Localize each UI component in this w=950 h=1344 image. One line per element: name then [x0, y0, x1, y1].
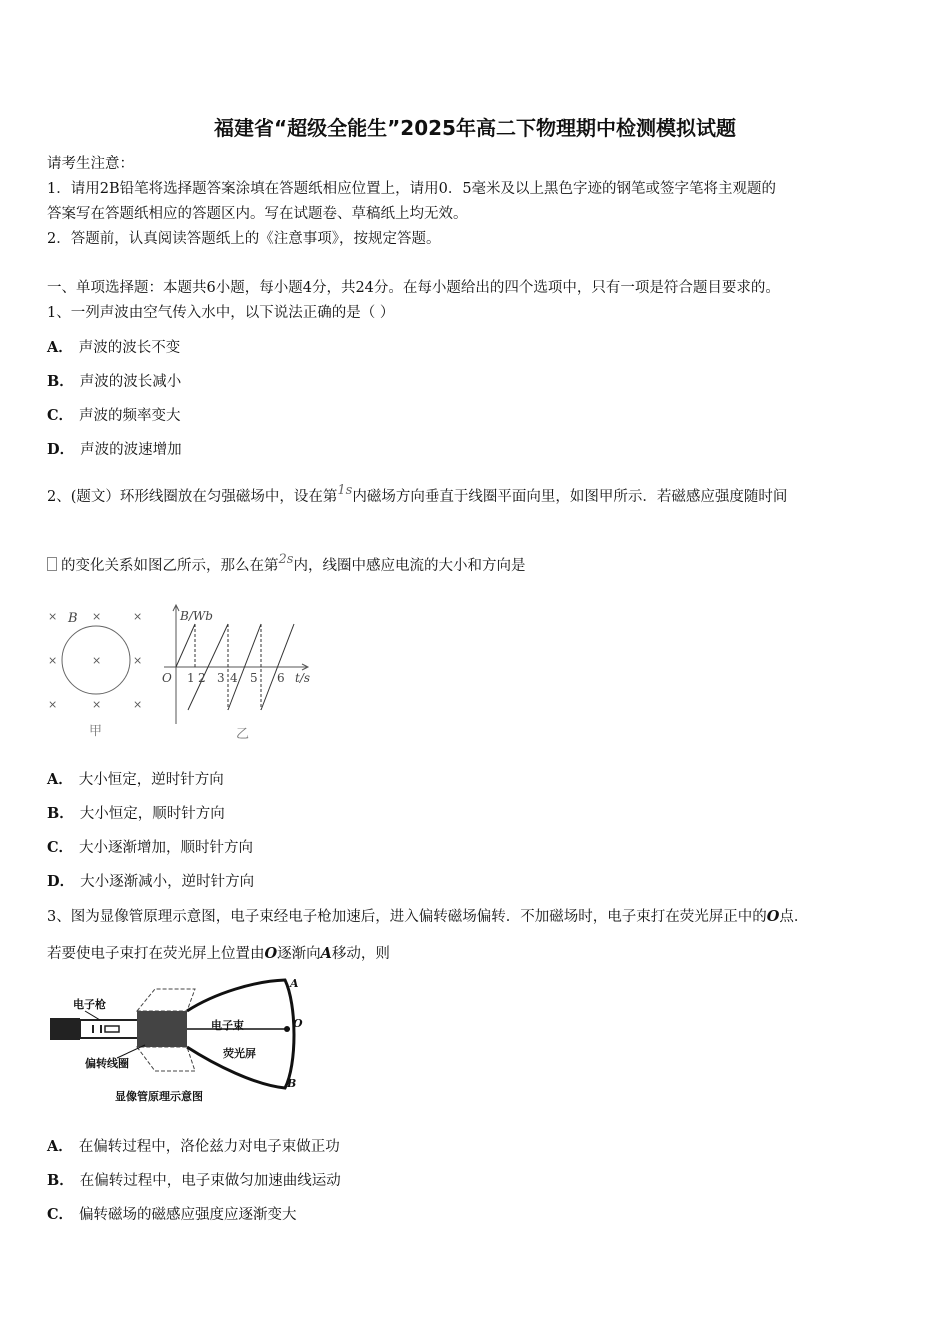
field-cross: ×	[48, 610, 58, 623]
option-text: 大小逐渐增加，顺时针方向	[79, 840, 254, 856]
option-text: 声波的波长不变	[78, 340, 181, 356]
option-letter: D．	[47, 873, 75, 890]
q3-option-c	[47, 1203, 297, 1224]
q1-stem: 1、一列声波由空气传入水中，以下说法正确的是（ ）	[47, 305, 395, 321]
section-heading: 一、单项选择题：本题共6小题，每小题4分，共24分。在每小题给出的四个选项中，只有一项是符合题目要求的。	[47, 280, 780, 296]
option-letter: A．	[47, 339, 73, 356]
field-cross: ×	[92, 610, 102, 623]
notice-item-2: 2．答题前，认真阅读答题纸上的《注意事项》，按规定答题。	[47, 231, 441, 247]
q3-figure	[45, 975, 315, 1110]
q2-stem-part: 的变化关系如图乙所示，那么在第	[61, 558, 279, 574]
point-a: A	[320, 945, 332, 962]
option-text: 声波的波长减小	[79, 374, 182, 390]
q2-option-a	[47, 768, 224, 789]
q3-stem-part: 逐渐向	[277, 946, 321, 962]
q3-stem-part: 若要使电子束打在荧光屏上位置由	[47, 946, 265, 962]
q3-stem-part: 点．	[779, 909, 809, 925]
coil-outline	[137, 1047, 195, 1071]
option-text: 大小逐渐减小，逆时针方向	[80, 874, 255, 890]
q2-stem-part: 内，线圈中感应电流的大小和方向是	[293, 558, 526, 574]
y-axis-label: B/Wb	[180, 609, 213, 623]
option-text: 声波的频率变大	[79, 408, 181, 424]
tick-label: 5	[250, 671, 258, 685]
q1-option-b	[47, 370, 181, 391]
point-o-dot	[284, 1026, 290, 1032]
point-o: O	[766, 908, 780, 925]
option-text: 声波的波速增加	[80, 442, 182, 458]
tube-bulb	[187, 980, 297, 1090]
point-o: O	[264, 945, 278, 962]
field-cross: ×	[48, 654, 58, 667]
field-cross: ×	[133, 698, 143, 711]
label-b: B	[68, 611, 78, 626]
q2-option-b	[47, 802, 225, 823]
option-letter: D．	[47, 441, 75, 458]
option-letter: C．	[47, 839, 74, 856]
missing-glyph-icon	[47, 557, 57, 571]
coil-outline	[137, 989, 195, 1011]
gun-tube	[80, 1020, 138, 1038]
label-b: B	[287, 1077, 297, 1090]
q3-stem-part: 移动，则	[331, 946, 390, 962]
option-letter: A．	[47, 771, 73, 788]
tick-label: 1	[187, 671, 195, 685]
q2-stem-line1	[47, 485, 787, 506]
deflection-coil	[137, 1011, 187, 1047]
gun-body	[50, 1018, 80, 1040]
field-cross: ×	[133, 610, 143, 623]
label-a: A	[290, 977, 299, 990]
label-beam: 电子束	[211, 1019, 244, 1032]
q3-stem-line1	[47, 905, 808, 926]
q2-option-d	[47, 870, 254, 891]
q3-stem-line2	[47, 942, 390, 963]
option-letter: C．	[47, 1206, 74, 1223]
q3-option-a	[47, 1135, 340, 1156]
notice-item-1-cont: 答案写在答题纸相应的答题区内。写在试题卷、草稿纸上均无效。	[47, 206, 468, 222]
option-letter: A．	[47, 1138, 73, 1155]
field-cross: ×	[92, 698, 102, 711]
q2-figure	[40, 600, 320, 745]
q2-time-2s: 2s	[278, 552, 294, 567]
q1-option-a	[47, 336, 180, 357]
label-jia: 甲	[89, 724, 103, 739]
q1-option-d	[47, 438, 182, 459]
option-text: 大小恒定，逆时针方向	[78, 772, 224, 788]
notice-item-1: 1．请用2B铅笔将选择题答案涂填在答题纸相应位置上，请用0．5毫米及以上黑色字迹的钢笔或签字笔将主观题的	[47, 181, 777, 197]
q1-option-c	[47, 404, 181, 425]
option-letter: B．	[47, 805, 74, 822]
origin-label: O	[162, 671, 172, 685]
page-title: 福建省“超级全能生”2025年高二下物理期中检测模拟试题	[214, 116, 736, 140]
option-letter: C．	[47, 407, 74, 424]
tick-label: 4	[230, 671, 238, 685]
leader-line	[117, 1045, 145, 1058]
field-cross: ×	[48, 698, 58, 711]
tick-label: 6	[277, 671, 285, 685]
tick-label: 3	[217, 671, 225, 685]
q2-stem-part: 2、(题文）环形线圈放在匀强磁场中，设在第	[47, 489, 338, 505]
label-gun: 电子枪	[73, 998, 106, 1011]
q2-stem-part: 内磁场方向垂直于线圈平面向里，如图甲所示．若磁感应强度随时间	[352, 489, 788, 505]
leader-line	[85, 1011, 100, 1020]
option-text: 在偏转过程中，电子束做匀加速曲线运动	[79, 1173, 341, 1189]
field-cross: ×	[133, 654, 143, 667]
option-text: 在偏转过程中，洛伦兹力对电子束做正功	[78, 1139, 340, 1155]
q3-stem-part: 3、图为显像管原理示意图，电子束经电子枪加速后，进入偏转磁场偏转．不加磁场时，电子束打在荧光屏正中的	[47, 909, 767, 925]
figure-jia	[48, 610, 142, 739]
notice-heading: 请考生注意：	[47, 156, 134, 172]
q3-option-b	[47, 1169, 341, 1190]
q2-stem-line2	[47, 554, 525, 575]
figure-yi	[162, 605, 310, 742]
figure-caption: 显像管原理示意图	[115, 1090, 203, 1103]
label-coil: 偏转线圈	[85, 1057, 129, 1070]
q2-option-c	[47, 836, 253, 857]
tick-label: 2	[198, 671, 206, 685]
option-letter: B．	[47, 1172, 74, 1189]
x-axis-label: t/s	[295, 671, 311, 685]
option-letter: B．	[47, 373, 74, 390]
label-o: O	[293, 1017, 303, 1030]
gun-electrode	[105, 1026, 119, 1032]
label-yi: 乙	[236, 727, 250, 742]
option-text: 偏转磁场的磁感应强度应逐渐变大	[79, 1207, 297, 1223]
segment	[176, 624, 195, 667]
label-screen: 荧光屏	[223, 1047, 256, 1060]
field-cross: ×	[92, 654, 102, 667]
q2-time-1s: 1s	[337, 483, 353, 498]
option-text: 大小恒定，顺时针方向	[79, 806, 225, 822]
